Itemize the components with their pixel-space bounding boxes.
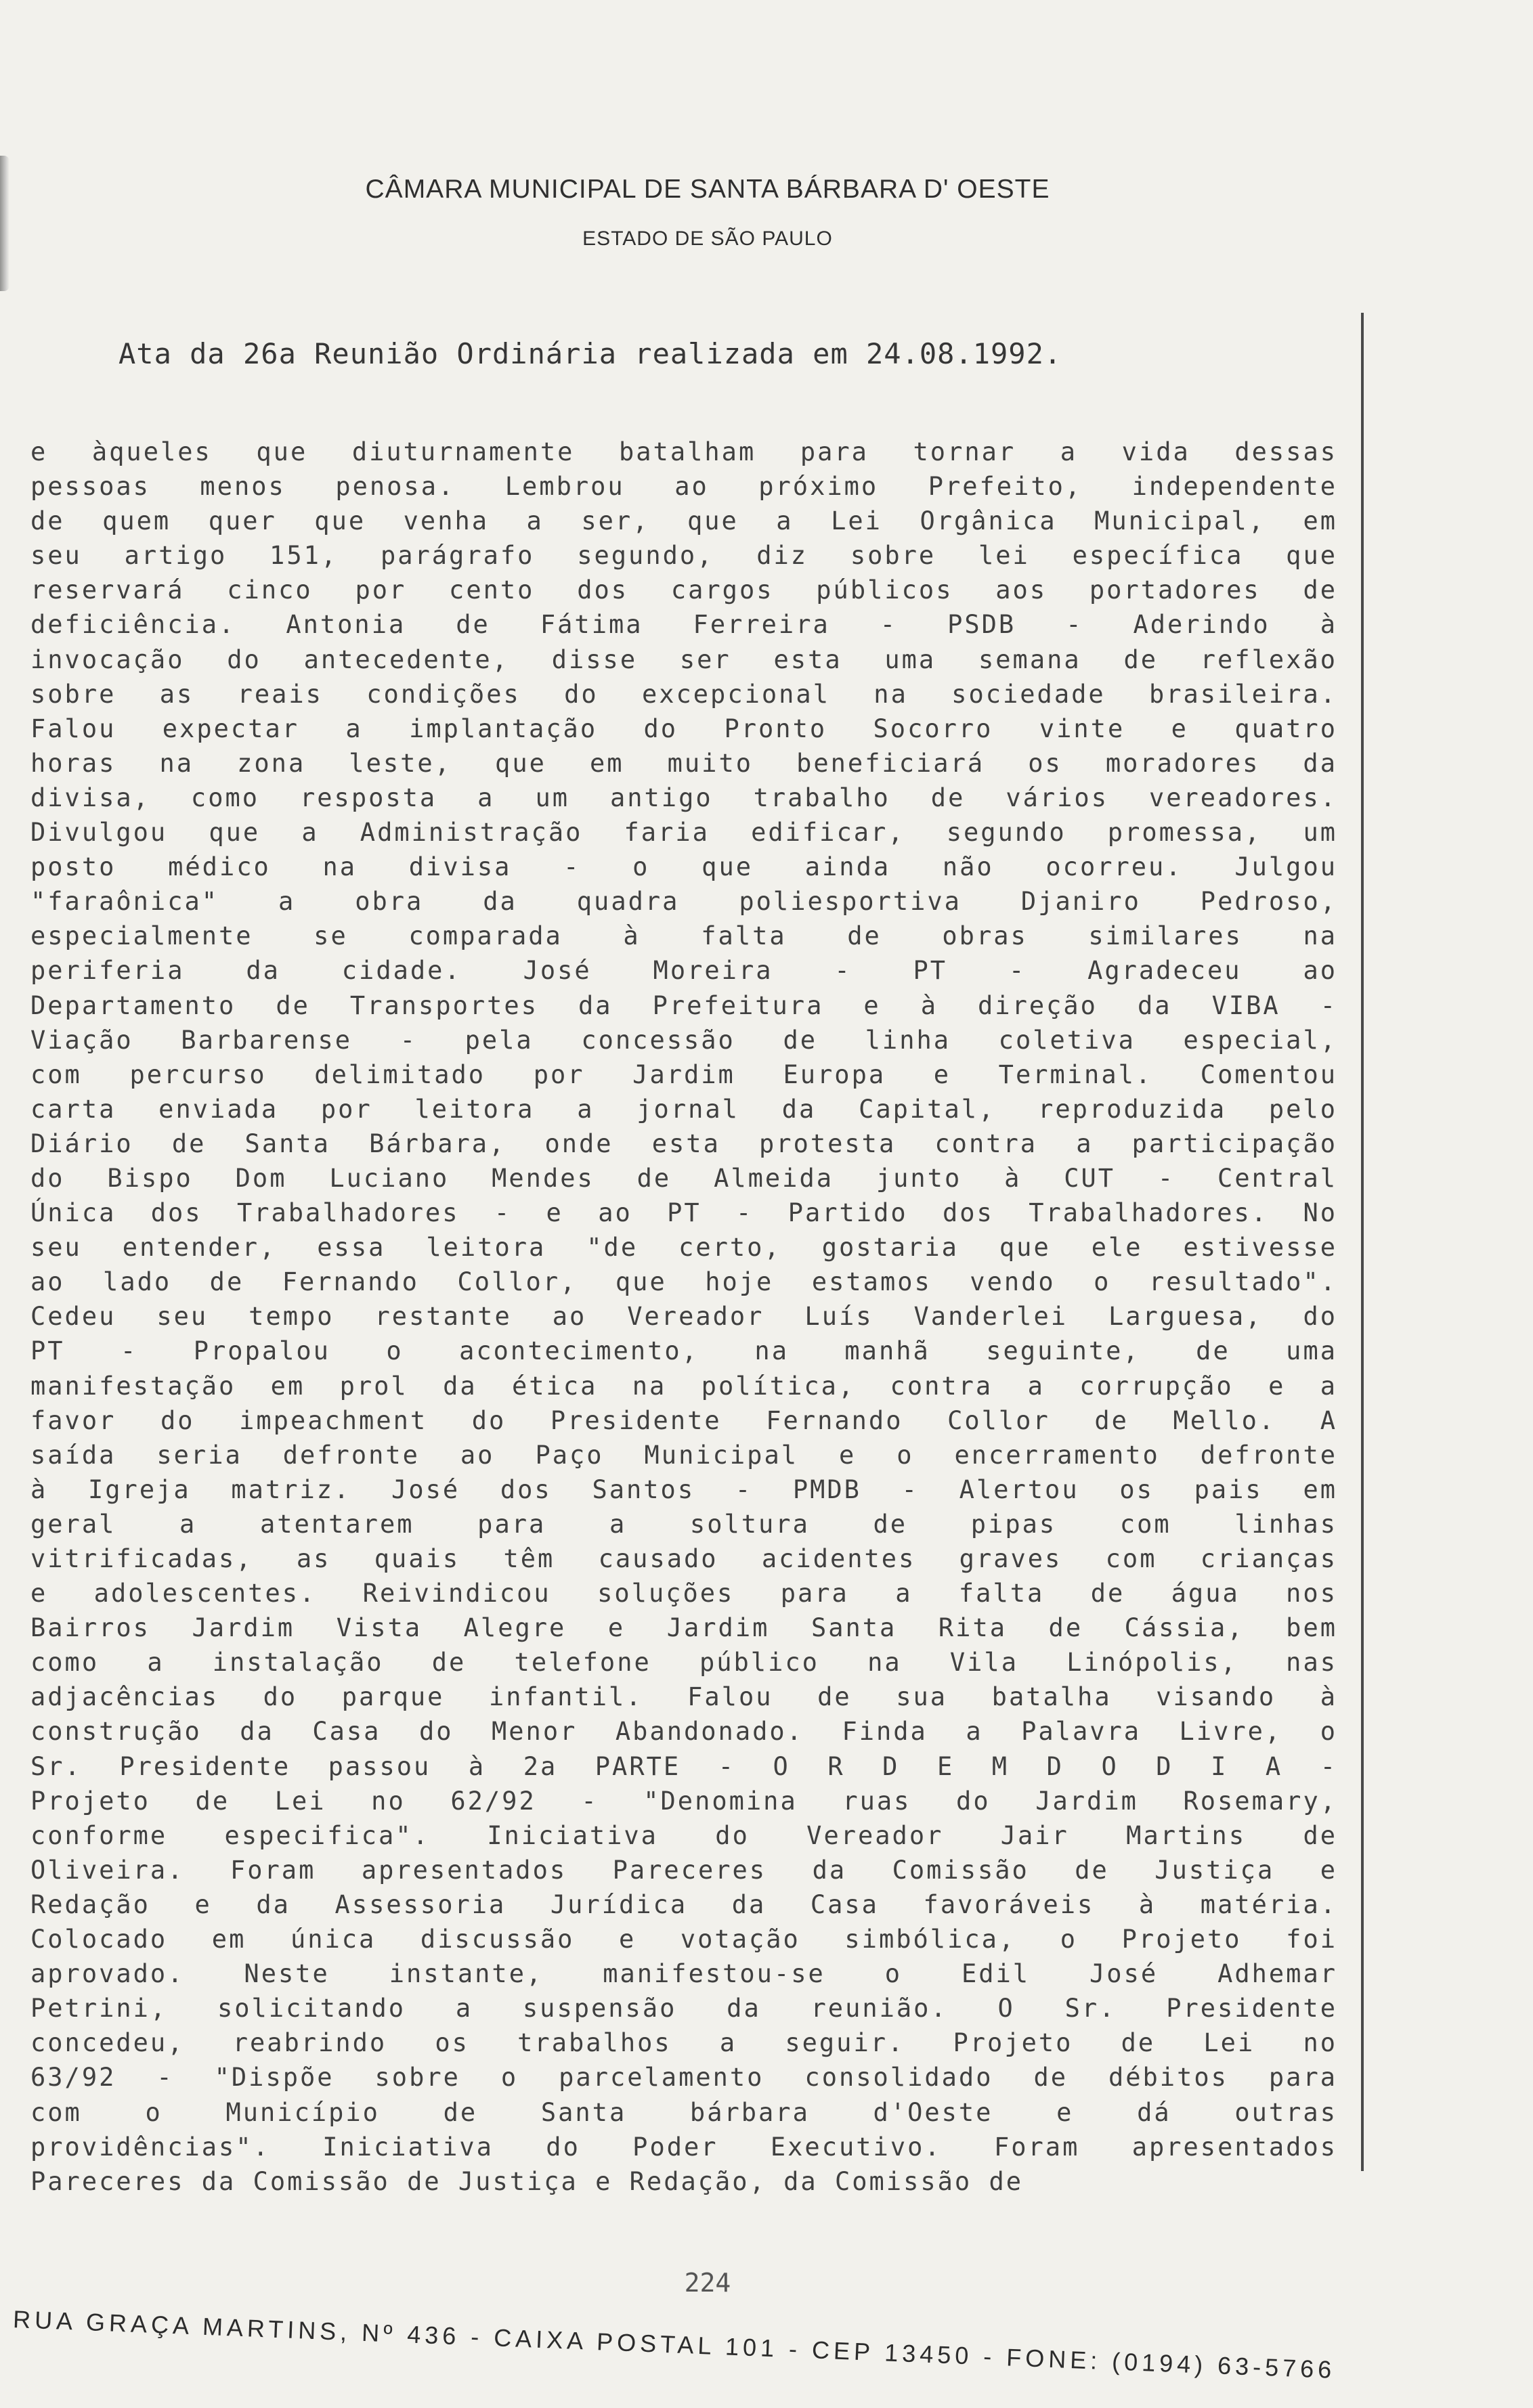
text-line: manifestação em prol da ética na política, contra a corrupção e a <box>30 1371 1337 1401</box>
text-line: "faraônica" a obra da quadra poliesportiva Djaniro Pedroso, <box>30 887 1337 917</box>
text-line: horas na zona leste, que em muito beneficiará os moradores da <box>30 748 1337 778</box>
text-line: com percurso delimitado por Jardim Europa e Terminal. Comentou <box>30 1059 1337 1089</box>
text-line: favor do impeachment do Presidente Fernando Collor de Mello. A <box>30 1405 1337 1435</box>
text-line: de quem quer que venha a ser, que a Lei Orgânica Municipal, em <box>30 506 1337 536</box>
text-line: Única dos Trabalhadores - e ao PT - Partido dos Trabalhadores. No <box>30 1198 1337 1228</box>
text-line: Viação Barbarense - pela concessão de linha coletiva especial, <box>30 1025 1337 1055</box>
text-line: adjacências do parque infantil. Falou de sua batalha visando à <box>30 1682 1337 1712</box>
page-number: 224 <box>684 2268 731 2298</box>
text-line: ao lado de Fernando Collor, que hoje estamos vendo o resultado". <box>30 1267 1337 1297</box>
text-line: carta enviada por leitora a jornal da Capital, reproduzida pelo <box>30 1094 1337 1124</box>
text-line: Diário de Santa Bárbara, onde esta protesta contra a participação <box>30 1129 1337 1158</box>
text-line: à Igreja matriz. José dos Santos - PMDB - Alertou os pais em <box>30 1474 1337 1504</box>
right-margin-rule <box>1361 313 1364 2171</box>
text-line: reservará cinco por cento dos cargos públicos aos portadores de <box>30 575 1337 605</box>
text-line: Oliveira. Foram apresentados Pareceres da Comissão de Justiça e <box>30 1855 1337 1885</box>
text-line: invocação do antecedente, disse ser esta uma semana de reflexão <box>30 644 1337 674</box>
minutes-title: Ata da 26a Reunião Ordinária realizada em 24.08.1992. <box>118 337 1062 370</box>
text-line: Pareceres da Comissão de Justiça e Redação, da Comissão de <box>30 2166 1024 2196</box>
text-line: Departamento de Transportes da Prefeitura e à direção da VIBA - <box>30 990 1337 1020</box>
text-line: sobre as reais condições do excepcional na sociedade brasileira. <box>30 679 1337 709</box>
text-line: providências". Iniciativa do Poder Executivo. Foram apresentados <box>30 2132 1337 2162</box>
text-line: pessoas menos penosa. Lembrou ao próximo Prefeito, independente <box>30 472 1337 502</box>
text-line: com o Município de Santa bárbara d'Oeste e dá outras <box>30 2097 1337 2127</box>
text-line: periferia da cidade. José Moreira - PT - Agradeceu ao <box>30 956 1337 986</box>
text-line: e adolescentes. Reivindicou soluções para a falta de água nos <box>30 1579 1337 1608</box>
text-line: 63/92 - "Dispõe sobre o parcelamento consolidado de débitos para <box>30 2063 1337 2093</box>
text-line: divisa, como resposta a um antigo trabalho de vários vereadores. <box>30 783 1337 812</box>
text-line: posto médico na divisa - o que ainda não ocorreu. Julgou <box>30 852 1337 882</box>
text-line: PT - Propalou o acontecimento, na manhã seguinte, de uma <box>30 1336 1337 1366</box>
text-line: do Bispo Dom Luciano Mendes de Almeida junto à CUT - Central <box>30 1163 1337 1193</box>
state-name: ESTADO DE SÃO PAULO <box>582 227 833 250</box>
text-line: Petrini, solicitando a suspensão da reunião. O Sr. Presidente <box>30 1994 1337 2023</box>
text-line: Falou expectar a implantação do Pronto Socorro vinte e quatro <box>30 714 1337 743</box>
text-line: seu artigo 151, parágrafo segundo, diz sobre lei específica que <box>30 541 1337 571</box>
text-line: concedeu, reabrindo os trabalhos a seguir. Projeto de Lei no <box>30 2028 1337 2058</box>
text-line: aprovado. Neste instante, manifestou-se o Edil José Adhemar <box>30 1959 1337 1989</box>
text-line: e àqueles que diuturnamente batalham para tornar a vida dessas <box>30 437 1337 466</box>
text-line: Sr. Presidente passou à 2a PARTE - O R D E M D O D I A - <box>30 1751 1337 1781</box>
text-line: especialmente se comparada à falta de obras similares na <box>30 921 1337 951</box>
text-line: seu entender, essa leitora "de certo, gostaria que ele estivesse <box>30 1233 1337 1263</box>
text-line: construção da Casa do Menor Abandonado. Finda a Palavra Livre, o <box>30 1717 1337 1747</box>
text-line: Redação e da Assessoria Jurídica da Casa favoráveis à matéria. <box>30 1889 1337 1919</box>
text-line: Bairros Jardim Vista Alegre e Jardim Santa Rita de Cássia, bem <box>30 1613 1337 1643</box>
text-line: saída seria defronte ao Paço Municipal e o encerramento defronte <box>30 1440 1337 1470</box>
text-line: Divulgou que a Administração faria edificar, segundo promessa, um <box>30 818 1337 848</box>
institution-name: CÂMARA MUNICIPAL DE SANTA BÁRBARA D' OESTE <box>365 175 1050 204</box>
text-line: conforme especifica". Iniciativa do Vereador Jair Martins de <box>30 1820 1337 1850</box>
text-line: Colocado em única discussão e votação simbólica, o Projeto foi <box>30 1925 1337 1954</box>
text-line: Projeto de Lei no 62/92 - "Denomina ruas do Jardim Rosemary, <box>30 1786 1337 1816</box>
text-line: Cedeu seu tempo restante ao Vereador Luís Vanderlei Larguesa, do <box>30 1302 1337 1332</box>
minutes-body <box>30 435 1337 2199</box>
footer-address: RUA GRAÇA MARTINS, Nº 436 - CAIXA POSTAL 101 - CEP 13450 - FONE: (0194) 63-5766 <box>12 2305 1336 2384</box>
text-line: como a instalação de telefone público na Vila Linópolis, nas <box>30 1648 1337 1678</box>
text-line: deficiência. Antonia de Fátima Ferreira - PSDB - Aderindo à <box>30 610 1337 640</box>
text-line: geral a atentarem para a soltura de pipas com linhas <box>30 1509 1337 1539</box>
text-line: vitrificadas, as quais têm causado acidentes graves com crianças <box>30 1544 1337 1573</box>
